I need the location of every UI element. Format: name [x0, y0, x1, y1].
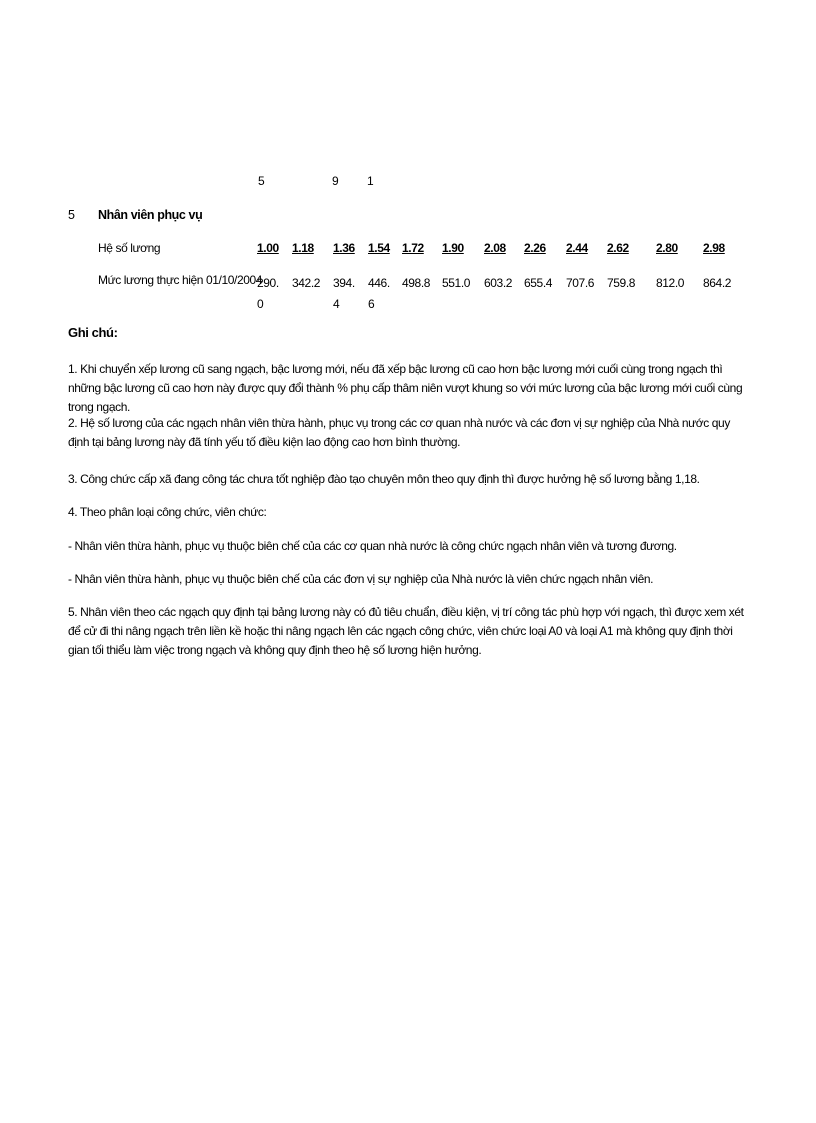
wage-cell: 290.0 — [257, 276, 279, 311]
wage-cell: 812.0 — [656, 276, 685, 290]
coef-cell: 2.44 — [566, 241, 588, 255]
wage-row-label: Mức lương thực hiện 01/10/2004 — [98, 273, 263, 287]
wage-cell: 342.2 — [292, 276, 321, 290]
wage-cell: 394.4 — [333, 276, 355, 311]
coef-cell: 1.18 — [292, 241, 314, 255]
wage-cell: 498.8 — [402, 276, 431, 290]
coef-cell: 2.98 — [703, 241, 725, 255]
continuation-value: 1 — [367, 174, 374, 188]
notes-title: Ghi chú: — [68, 325, 118, 340]
note-4: 4. Theo phân loại công chức, viên chức: — [68, 505, 267, 519]
note-2: 2. Hệ số lương của các ngạch nhân viên thừa hành, phục vụ trong các cơ quan nhà nước và các đơn vị sự nghiệp của Nhà nước quy định tại bảng lương này đã tính yếu tố điều kiện lao động cao hơn bình thường. — [68, 416, 730, 449]
note-5: 5. Nhân viên theo các ngạch quy định tại bảng lương này có đủ tiêu chuẩn, điều kiện, vị trí công tác phù hợp với ngạch, thì được xem xét để cử đi thi nâng ngạch trên liền kề hoặc thi nâng ngạch lên các ngạch công chức, viên chức loại A0 và loại A1 mà không quy định thời gian tối thiểu làm việc trong ngạch và không quy định theo hệ số lương hiện hưởng. — [68, 605, 744, 657]
coef-row-label: Hệ số lương — [98, 241, 161, 255]
section-title: Nhân viên phục vụ — [98, 208, 203, 222]
wage-cell: 655.4 — [524, 276, 553, 290]
note-1: 1. Khi chuyển xếp lương cũ sang ngạch, bậc lương mới, nếu đã xếp bậc lương cũ cao hơn bậc lương mới cuối cùng trong ngạch thì những bậc lương cũ cao hơn này được quy đổi thành % phụ cấp thâm niên vượt khung so với mức lương của bậc lương mới cuối cùng trong ngạch. — [68, 362, 743, 414]
coef-cell: 1.54 — [368, 241, 390, 255]
wage-cell: 707.6 — [566, 276, 595, 290]
note-3: 3. Công chức cấp xã đang công tác chưa tốt nghiệp đào tạo chuyên môn theo quy định thì được hưởng hệ số lương bằng 1,18. — [68, 472, 700, 486]
note-4-item-1: - Nhân viên thừa hành, phục vụ thuộc biên chế của các cơ quan nhà nước là công chức ngạch nhân viên và tương đương. — [68, 539, 677, 553]
coef-cell: 1.00 — [257, 241, 279, 255]
coef-cell: 1.36 — [333, 241, 355, 255]
wage-cell: 603.2 — [484, 276, 513, 290]
wage-cell: 551.0 — [442, 276, 471, 290]
coef-cell: 2.26 — [524, 241, 546, 255]
continuation-value: 9 — [332, 174, 339, 188]
coef-cell: 2.08 — [484, 241, 506, 255]
section-number: 5 — [68, 208, 75, 222]
coef-cell: 1.90 — [442, 241, 464, 255]
coef-cell: 2.80 — [656, 241, 678, 255]
coef-cell: 1.72 — [402, 241, 424, 255]
wage-cell: 759.8 — [607, 276, 636, 290]
coef-cell: 2.62 — [607, 241, 629, 255]
note-4-item-2: - Nhân viên thừa hành, phục vụ thuộc biên chế của các đơn vị sự nghiệp của Nhà nước là viên chức ngạch nhân viên. — [68, 572, 654, 586]
continuation-value: 5 — [258, 174, 265, 188]
wage-cell: 446.6 — [368, 276, 390, 311]
wage-cell: 864.2 — [703, 276, 732, 290]
